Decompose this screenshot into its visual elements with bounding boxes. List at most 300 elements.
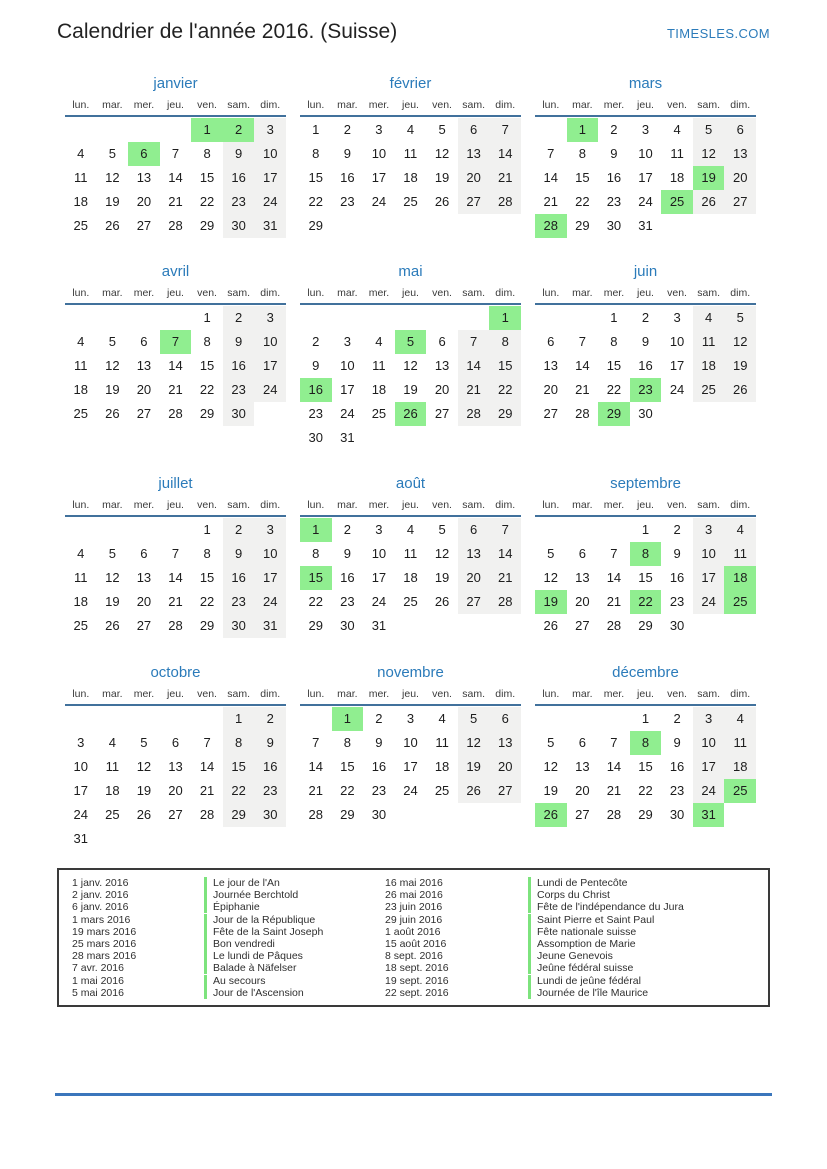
weekday-label: jeu. [167, 99, 184, 111]
day-cell: 12 [543, 759, 559, 774]
weekday-header-row [65, 498, 286, 517]
day-cell: 5 [108, 146, 116, 161]
day-cell: 23 [223, 190, 255, 214]
weekday-header-row [535, 98, 756, 117]
day-cell: 4 [438, 711, 446, 726]
day-cell: 6 [140, 546, 148, 561]
day-cell: 21 [606, 783, 622, 798]
day-cell: 21 [199, 783, 215, 798]
day-cell: 26 [458, 779, 490, 803]
day-cell: 29 [638, 807, 653, 822]
day-cell: 9 [375, 735, 383, 750]
day-cell: 2 [673, 711, 681, 726]
legend-date: 1 mars 2016 [72, 913, 131, 926]
day-cell: 21 [606, 594, 622, 609]
day-cell: 28 [535, 214, 567, 238]
weekday-label: mar. [572, 499, 593, 511]
day-cell: 8 [203, 334, 211, 349]
day-cell: 14 [575, 358, 590, 373]
weekday-label: dim. [260, 287, 281, 299]
day-cell: 16 [223, 566, 255, 590]
legend-name: Fête nationale suisse [528, 926, 758, 938]
day-cell: 2 [223, 518, 255, 542]
day-cell: 30 [254, 803, 286, 827]
day-cell: 11 [74, 170, 88, 185]
weekday-label: mar. [337, 99, 358, 111]
day-cell: 30 [669, 618, 685, 633]
day-cell: 3 [375, 522, 383, 537]
day-cell: 8 [312, 146, 320, 161]
day-cell: 20 [575, 783, 590, 798]
legend-date: 23 juin 2016 [385, 901, 443, 914]
day-cell: 25 [371, 406, 387, 421]
legend-name: Jour de la République [204, 914, 385, 926]
weekday-label: mer. [603, 499, 625, 511]
day-cell: 16 [340, 570, 355, 585]
day-cell: 31 [693, 803, 725, 827]
weekday-label: lun. [72, 499, 90, 511]
legend-name: Balade à Näfelser [204, 962, 385, 974]
day-cell: 6 [578, 735, 586, 750]
day-grid [65, 306, 286, 426]
legend-name: Journée Berchtold [204, 889, 385, 901]
month-title: juin [633, 263, 658, 280]
weekday-label: sam. [697, 688, 721, 700]
day-cell: 14 [489, 542, 521, 566]
day-cell-empty [300, 306, 332, 330]
day-cell: 28 [489, 190, 521, 214]
legend-date: 22 sept. 2016 [385, 986, 449, 999]
weekday-label: ven. [432, 99, 452, 111]
day-cell: 5 [438, 522, 446, 537]
weekday-label: ven. [197, 287, 217, 299]
day-cell: 31 [254, 614, 286, 638]
weekday-label: ven. [667, 688, 687, 700]
weekday-label: jeu. [637, 287, 654, 299]
day-cell: 17 [371, 570, 387, 585]
day-cell: 28 [168, 618, 183, 633]
day-cell: 17 [254, 166, 286, 190]
day-cell: 23 [254, 779, 286, 803]
day-cell: 15 [638, 759, 653, 774]
day-cell: 29 [638, 618, 653, 633]
month-title: avril [161, 263, 190, 280]
holidays-legend [57, 868, 770, 1007]
month-novembre [300, 663, 521, 827]
weekday-label: dim. [495, 287, 516, 299]
day-cell-empty [598, 518, 630, 542]
day-cell: 22 [638, 783, 653, 798]
day-cell: 12 [543, 570, 559, 585]
day-cell: 4 [108, 735, 116, 750]
day-cell: 30 [223, 214, 255, 238]
day-cell: 18 [371, 382, 387, 397]
day-cell: 23 [223, 590, 255, 614]
day-cell: 13 [136, 570, 152, 585]
month-title: juillet [158, 475, 193, 492]
day-cell: 13 [136, 358, 152, 373]
day-cell: 23 [340, 594, 355, 609]
legend-date: 5 mai 2016 [72, 986, 124, 999]
legend-name: Journée de l'île Maurice [528, 987, 758, 999]
day-cell: 9 [641, 334, 650, 349]
legend-name: Corps du Christ [528, 889, 758, 901]
day-cell: 18 [724, 755, 756, 779]
weekday-label: sam. [462, 99, 486, 111]
day-cell: 27 [724, 190, 756, 214]
day-cell: 24 [371, 594, 387, 609]
day-cell: 7 [171, 146, 180, 161]
weekday-label: lun. [542, 499, 560, 511]
weekday-label: mar. [337, 499, 358, 511]
day-cell: 25 [724, 590, 756, 614]
day-cell: 2 [312, 334, 320, 349]
day-cell: 6 [547, 334, 555, 349]
legend-date: 25 mars 2016 [72, 938, 137, 951]
day-cell: 21 [168, 194, 183, 209]
day-cell: 10 [638, 146, 653, 161]
weekday-label: dim. [495, 99, 516, 111]
day-cell: 31 [254, 214, 286, 238]
weekday-label: dim. [260, 688, 281, 700]
day-cell: 8 [312, 546, 320, 561]
day-grid [535, 707, 756, 827]
day-cell: 18 [73, 382, 89, 397]
day-cell: 12 [724, 330, 756, 354]
day-cell: 10 [371, 146, 387, 161]
day-cell: 20 [168, 783, 183, 798]
footer-rule [55, 1093, 772, 1096]
weekday-label: jeu. [402, 287, 419, 299]
day-cell: 26 [535, 803, 567, 827]
day-cell: 27 [136, 406, 152, 421]
legend-name: Fête de l'indépendance du Jura [528, 901, 758, 913]
day-cell: 30 [223, 402, 255, 426]
weekday-label: jeu. [402, 499, 419, 511]
day-cell: 2 [223, 118, 255, 142]
day-cell: 4 [375, 334, 383, 349]
weekday-label: lun. [307, 99, 325, 111]
weekday-label: mar. [102, 688, 123, 700]
legend-name: Lundi de jeûne fédéral [528, 975, 758, 987]
day-cell: 14 [168, 358, 183, 373]
legend-name: Assomption de Marie [528, 938, 758, 950]
day-cell: 1 [641, 711, 650, 726]
weekday-header-row [535, 286, 756, 305]
legend-date: 15 août 2016 [385, 938, 447, 951]
day-cell: 26 [693, 190, 725, 214]
day-cell: 20 [724, 166, 756, 190]
day-cell: 11 [372, 358, 386, 373]
day-cell: 9 [223, 142, 255, 166]
day-cell: 14 [606, 759, 622, 774]
day-cell: 6 [578, 546, 586, 561]
day-cell: 5 [547, 735, 555, 750]
day-cell: 18 [434, 759, 450, 774]
day-cell: 9 [673, 735, 681, 750]
legend-date: 26 mai 2016 [385, 889, 443, 902]
day-cell: 11 [435, 735, 449, 750]
day-cell: 19 [535, 590, 567, 614]
day-cell: 5 [108, 546, 116, 561]
day-cell: 2 [223, 306, 255, 330]
day-cell: 10 [254, 542, 286, 566]
day-cell-empty [128, 306, 160, 330]
day-cell: 21 [458, 378, 490, 402]
day-cell: 9 [254, 731, 286, 755]
weekday-label: mer. [133, 99, 155, 111]
day-cell: 9 [343, 546, 351, 561]
day-cell-empty [458, 306, 490, 330]
day-cell: 19 [403, 382, 418, 397]
weekday-label: dim. [730, 99, 751, 111]
legend-date: 19 sept. 2016 [385, 974, 449, 987]
weekday-header-row [65, 286, 286, 305]
day-cell: 4 [77, 546, 85, 561]
day-cell-empty [65, 707, 97, 731]
day-cell: 8 [630, 542, 662, 566]
day-cell: 3 [673, 310, 681, 325]
day-cell: 11 [74, 358, 88, 373]
weekday-label: jeu. [167, 688, 184, 700]
legend-name: Jeune Genevois [528, 950, 758, 962]
weekday-label: lun. [72, 99, 90, 111]
day-cell: 28 [575, 406, 590, 421]
day-cell: 23 [371, 783, 387, 798]
day-cell: 23 [340, 194, 355, 209]
day-cell: 22 [199, 194, 215, 209]
day-cell: 28 [168, 406, 183, 421]
weekday-label: jeu. [637, 688, 654, 700]
month-mai [300, 262, 521, 450]
day-cell: 1 [610, 310, 618, 325]
day-cell: 30 [606, 218, 622, 233]
weekday-label: mer. [368, 287, 390, 299]
day-cell: 4 [724, 518, 756, 542]
day-cell-empty [567, 518, 599, 542]
weekday-label: ven. [432, 287, 452, 299]
weekday-label: sam. [227, 99, 251, 111]
day-cell: 24 [254, 590, 286, 614]
day-cell: 12 [105, 170, 120, 185]
month-title: février [389, 75, 432, 92]
day-cell: 26 [105, 618, 120, 633]
day-cell: 31 [340, 430, 355, 445]
day-cell: 13 [136, 170, 152, 185]
site-link[interactable]: TIMESLES.COM [666, 26, 770, 41]
day-cell: 18 [669, 170, 685, 185]
day-grid [300, 118, 521, 238]
legend-name: Lundi de Pentecôte [528, 877, 758, 889]
weekday-label: sam. [227, 499, 251, 511]
day-grid [65, 118, 286, 238]
day-cell: 5 [395, 330, 427, 354]
day-cell: 28 [458, 402, 490, 426]
day-cell: 4 [693, 306, 725, 330]
day-cell: 19 [458, 755, 490, 779]
month-title: septembre [610, 475, 681, 492]
month-avril [65, 262, 286, 426]
day-cell: 25 [661, 190, 693, 214]
weekday-label: ven. [432, 688, 452, 700]
day-cell: 29 [199, 618, 215, 633]
day-cell: 28 [606, 618, 622, 633]
day-cell: 16 [669, 759, 685, 774]
day-cell: 20 [136, 382, 152, 397]
weekday-label: mer. [603, 688, 625, 700]
legend-name: Jeûne fédéral suisse [528, 962, 758, 974]
day-cell: 17 [254, 354, 286, 378]
day-cell: 3 [254, 118, 286, 142]
day-cell: 22 [223, 779, 255, 803]
day-cell: 4 [406, 522, 415, 537]
day-cell: 23 [630, 378, 662, 402]
day-cell: 30 [223, 614, 255, 638]
day-cell: 8 [489, 330, 521, 354]
day-cell: 22 [340, 783, 355, 798]
day-cell: 1 [223, 707, 255, 731]
day-cell: 12 [105, 570, 120, 585]
day-cell: 21 [543, 194, 559, 209]
day-cell: 29 [340, 807, 355, 822]
legend-name: Épiphanie [204, 901, 385, 913]
day-cell: 7 [160, 330, 192, 354]
weekday-label: sam. [697, 499, 721, 511]
day-cell: 14 [168, 570, 183, 585]
month-décembre [535, 663, 756, 827]
day-grid [65, 707, 286, 851]
day-cell: 11 [724, 542, 756, 566]
day-cell: 28 [168, 218, 183, 233]
weekday-label: ven. [197, 499, 217, 511]
weekday-header-row [300, 498, 521, 517]
day-cell: 20 [458, 566, 490, 590]
weekday-label: ven. [667, 287, 687, 299]
day-cell: 21 [575, 382, 590, 397]
weekday-label: mer. [133, 688, 155, 700]
day-cell: 24 [371, 194, 387, 209]
weekday-label: sam. [462, 287, 486, 299]
legend-date: 16 mai 2016 [385, 877, 443, 890]
weekday-header-row [300, 687, 521, 706]
day-cell: 12 [136, 759, 152, 774]
weekday-header-row [535, 498, 756, 517]
day-cell-empty [128, 518, 160, 542]
day-cell-empty [598, 707, 630, 731]
day-cell: 6 [724, 118, 756, 142]
day-cell: 16 [300, 378, 332, 402]
day-cell: 24 [693, 779, 725, 803]
day-cell: 1 [312, 122, 320, 137]
day-cell-empty [97, 518, 129, 542]
day-cell: 25 [73, 218, 89, 233]
day-cell: 1 [332, 707, 364, 731]
day-cell: 21 [489, 566, 521, 590]
day-cell: 12 [693, 142, 725, 166]
day-cell: 25 [403, 194, 418, 209]
day-cell: 27 [136, 218, 152, 233]
day-grid [300, 707, 521, 827]
day-cell: 14 [199, 759, 215, 774]
day-cell-empty [535, 306, 567, 330]
legend-name: Au secours [204, 975, 385, 987]
day-cell: 16 [254, 755, 286, 779]
day-cell: 7 [610, 735, 618, 750]
day-cell: 26 [105, 218, 120, 233]
legend-date: 6 janv. 2016 [72, 901, 129, 914]
weekday-label: ven. [197, 99, 217, 111]
day-cell: 19 [136, 783, 152, 798]
weekday-label: lun. [542, 287, 560, 299]
day-cell: 29 [199, 406, 215, 421]
day-cell: 16 [606, 170, 622, 185]
day-cell: 7 [610, 546, 618, 561]
day-cell: 7 [312, 735, 320, 750]
day-cell: 15 [308, 170, 324, 185]
day-cell: 13 [434, 358, 450, 373]
day-cell: 11 [724, 731, 756, 755]
day-cell: 7 [547, 146, 555, 161]
day-cell: 17 [73, 783, 89, 798]
day-cell: 31 [371, 618, 387, 633]
day-cell: 8 [578, 146, 586, 161]
day-cell: 30 [371, 807, 387, 822]
day-cell-empty [128, 118, 160, 142]
day-cell: 25 [724, 779, 756, 803]
weekday-label: mer. [603, 99, 625, 111]
day-cell: 2 [254, 707, 286, 731]
day-cell: 23 [669, 594, 685, 609]
legend-date: 1 mai 2016 [72, 974, 124, 987]
weekday-label: lun. [72, 287, 90, 299]
day-cell: 21 [308, 783, 324, 798]
weekday-label: mar. [102, 287, 123, 299]
day-cell: 17 [254, 566, 286, 590]
weekday-label: sam. [227, 688, 251, 700]
month-title: août [395, 475, 426, 492]
weekday-label: jeu. [167, 499, 184, 511]
day-cell: 14 [543, 170, 559, 185]
day-cell: 22 [575, 194, 590, 209]
weekday-label: dim. [260, 499, 281, 511]
day-cell: 20 [489, 755, 521, 779]
day-cell: 29 [489, 402, 521, 426]
day-cell: 24 [638, 194, 653, 209]
day-cell: 22 [308, 194, 324, 209]
legend-name: Saint Pierre et Saint Paul [528, 914, 758, 926]
day-cell: 13 [575, 570, 590, 585]
day-cell: 1 [203, 310, 211, 325]
day-cell: 5 [724, 306, 756, 330]
weekday-label: mer. [368, 99, 390, 111]
weekday-label: lun. [542, 99, 560, 111]
day-cell-empty [567, 306, 599, 330]
day-cell: 1 [489, 306, 521, 330]
day-cell: 16 [340, 170, 355, 185]
weekday-label: sam. [227, 287, 251, 299]
day-cell: 27 [136, 618, 152, 633]
day-cell: 20 [575, 594, 590, 609]
day-grid [535, 306, 756, 426]
day-cell: 7 [489, 118, 521, 142]
day-cell: 11 [403, 146, 418, 161]
month-title: décembre [612, 664, 679, 681]
day-cell: 4 [77, 334, 85, 349]
legend-name: Jour de l'Ascension [204, 987, 385, 999]
weekday-label: dim. [260, 99, 281, 111]
month-septembre [535, 474, 756, 638]
day-cell: 27 [168, 807, 183, 822]
